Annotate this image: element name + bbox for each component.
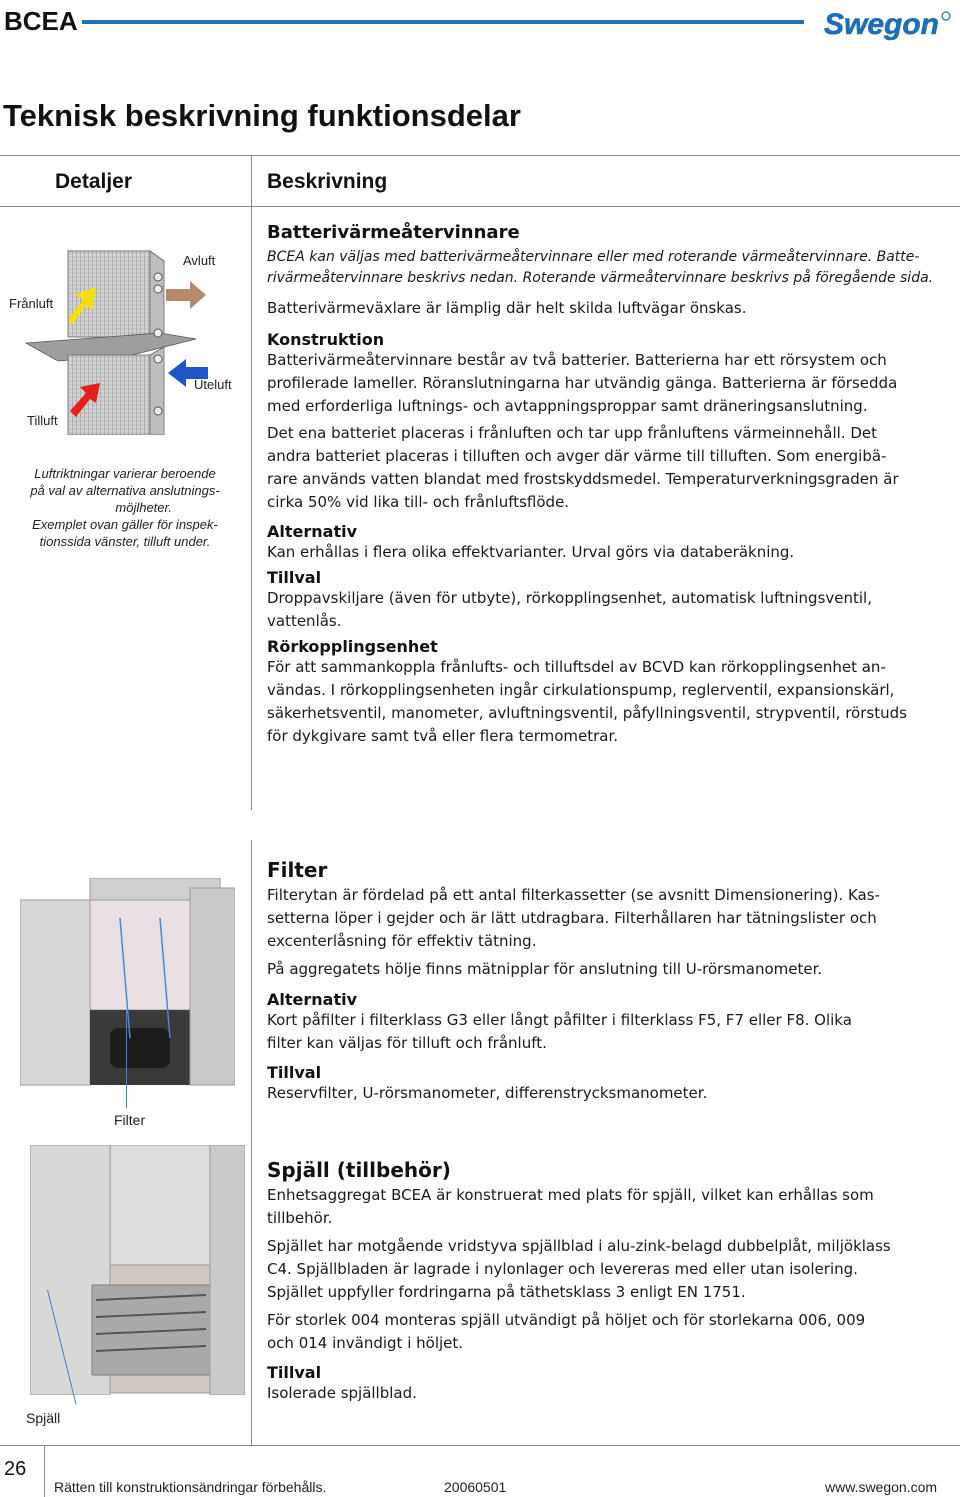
filter-option-title: Tillval bbox=[267, 1063, 322, 1082]
pipe-unit-line: För att sammankoppla frånlufts- och tilluftsdel av BCVD kan rörkopplingsenhet an- bbox=[267, 658, 886, 676]
caption-line: möjlheter. bbox=[115, 500, 172, 515]
damper-option-text: Isolerade spjällblad. bbox=[267, 1384, 417, 1402]
caption-line: Luftriktningar varierar beroende bbox=[34, 466, 216, 481]
filter-title: Filter bbox=[267, 858, 328, 882]
damper-option-title: Tillval bbox=[267, 1363, 322, 1382]
filter-line: setterna löper i gejder och är lätt utdragbara. Filterhållaren har tätningslister och bbox=[267, 909, 877, 927]
option-line: vattenlås. bbox=[267, 612, 342, 630]
diagram-caption bbox=[14, 465, 236, 550]
placement-line: rare används vatten blandat med frostskyddsmedel. Temperaturverkningsgraden är bbox=[267, 470, 899, 488]
intro-line: rivärmeåtervinnare beskrivs nedan. Roterande värmeåtervinnare beskrivs på föregående sida. bbox=[267, 270, 934, 286]
construction-title: Konstruktion bbox=[267, 330, 385, 349]
filter-image-label: Filter bbox=[114, 1112, 146, 1128]
column-divider-lower bbox=[251, 840, 252, 1445]
alternative-title: Alternativ bbox=[267, 522, 358, 541]
option-line: Droppavskiljare (även för utbyte), rörkopplingsenhet, automatisk luftningsventil, bbox=[267, 589, 872, 607]
pipe-unit-title: Rörkopplingsenhet bbox=[267, 637, 438, 656]
battery-section bbox=[267, 222, 957, 748]
footer-date: 20060501 bbox=[444, 1479, 507, 1495]
filter-alternative-line: Kort påfilter i filterklass G3 eller långt påfilter i filterklass F5, F7 eller F8. Olika bbox=[267, 1011, 852, 1029]
label-supply-air: Tilluft bbox=[27, 413, 58, 428]
damper-detail-line: C4. Spjällbladen är lagrade i nylonlager och levereras med eller utan isolering. bbox=[267, 1260, 858, 1278]
damper-size-line: För storlek 004 monteras spjäll utvändigt på höljet och för storlekarna 006, 009 bbox=[267, 1311, 866, 1329]
filter-photo bbox=[20, 878, 235, 1088]
filter-option-text: Reservfilter, U-rörsmanometer, differenstrycksmanometer. bbox=[267, 1084, 708, 1102]
damper-detail-line: Spjället uppfyller fordringarna på täthetsklass 3 enligt EN 1751. bbox=[267, 1283, 746, 1301]
column-header-rule bbox=[0, 206, 960, 207]
construction-line: med erforderliga luftnings- och avtappningsproppar samt dräneringsanslutning. bbox=[267, 397, 868, 415]
intro-line: BCEA kan väljas med batterivärmeåtervinnare eller med roterande värmeåtervinnare. Batte- bbox=[267, 249, 920, 265]
placement-line: cirka 50% vid lika till- och frånluftsflöde. bbox=[267, 493, 570, 511]
filter-leader-line bbox=[126, 1010, 127, 1108]
construction-line: Batterivärmeåtervinnare består av två batterier. Batterierna har ett rörsystem och bbox=[267, 351, 887, 369]
damper-photo bbox=[30, 1145, 245, 1395]
caption-line: på val av alternativa anslutnings- bbox=[30, 483, 220, 498]
section-title: Batterivärmeåtervinnare bbox=[267, 222, 520, 243]
label-exhaust-air: Avluft bbox=[183, 253, 216, 268]
damper-title: Spjäll (tillbehör) bbox=[267, 1158, 451, 1182]
suitability-text: Batterivärmeväxlare är lämplig där helt skilda luftvägar önskas. bbox=[267, 299, 747, 317]
pipe-unit-line: vändas. I rörkopplingsenheten ingår cirkulationspump, reglerventil, expansionskärl, bbox=[267, 681, 895, 699]
swegon-logo bbox=[822, 6, 954, 46]
filter-section bbox=[267, 858, 957, 1105]
damper-intro-line: Enhetsaggregat BCEA är konstruerat med plats för spjäll, vilket kan erhållas som bbox=[267, 1186, 874, 1204]
footer-rights: Rätten till konstruktionsändringar förbehålls. bbox=[54, 1479, 327, 1495]
alternative-text: Kan erhållas i flera olika effektvarianter. Urval görs via databeräkning. bbox=[267, 543, 795, 561]
placement-line: andra batteriet placeras i tilluften och avger där värme till tilluften. Som energibä- bbox=[267, 447, 887, 465]
damper-size-line: och 014 invändigt i höljet. bbox=[267, 1334, 464, 1352]
filter-alternative-line: filter kan väljas för tilluft och frånluft. bbox=[267, 1034, 547, 1052]
logo-wordmark: Swegon bbox=[824, 8, 940, 41]
damper-detail-line: Spjället har motgående vridstyva spjällblad i alu-zink-belagd dubbelplåt, miljöklass bbox=[267, 1237, 891, 1255]
brand-code: BCEA bbox=[4, 6, 78, 36]
damper-intro-line: tillbehör. bbox=[267, 1209, 333, 1227]
table-top-rule bbox=[0, 155, 960, 156]
column-header-description: Beskrivning bbox=[267, 170, 388, 193]
damper-section bbox=[267, 1158, 957, 1405]
placement-line: Det ena batteriet placeras i frånluften och tar upp frånluftens värmeinnehåll. Det bbox=[267, 424, 878, 442]
measure-text: På aggregatets hölje finns mätnipplar för anslutning till U-rörsmanometer. bbox=[267, 960, 823, 978]
page-number: 26 bbox=[4, 1458, 27, 1480]
footer-rule bbox=[0, 1445, 960, 1446]
column-divider-upper bbox=[251, 155, 252, 810]
filter-line: excenterlåsning för effektiv tätning. bbox=[267, 932, 537, 950]
pipe-unit-line: säkerhetsventil, manometer, avluftningsventil, påfyllningsventil, strypventil, rörstuds bbox=[267, 704, 907, 722]
column-header-details: Detaljer bbox=[55, 170, 133, 193]
damper-image-label: Spjäll bbox=[26, 1410, 61, 1426]
page-title: Teknisk beskrivning funktionsdelar bbox=[3, 98, 521, 133]
header-rule bbox=[82, 20, 804, 24]
caption-line: Exemplet ovan gäller för inspek- bbox=[32, 517, 218, 532]
footer-divider bbox=[44, 1445, 45, 1497]
exhaust-arrow-icon bbox=[166, 281, 206, 309]
footer-website[interactable]: www.swegon.com bbox=[825, 1479, 938, 1495]
option-title: Tillval bbox=[267, 568, 322, 587]
filter-line: Filterytan är fördelad på ett antal filterkassetter (se avsnitt Dimensionering). Kas- bbox=[267, 886, 880, 904]
label-outdoor-air: Uteluft bbox=[194, 377, 232, 392]
construction-line: profilerade lameller. Röranslutningarna har utvändig gänga. Batterierna är försedda bbox=[267, 374, 898, 392]
label-extract-air: Frånluft bbox=[9, 296, 54, 311]
pipe-unit-line: för dykgivare samt två eller flera termometrar. bbox=[267, 727, 619, 745]
filter-alternative-title: Alternativ bbox=[267, 990, 358, 1009]
heat-exchanger-illustration bbox=[0, 215, 250, 435]
caption-line: tionssida vänster, tilluft under. bbox=[39, 534, 211, 549]
